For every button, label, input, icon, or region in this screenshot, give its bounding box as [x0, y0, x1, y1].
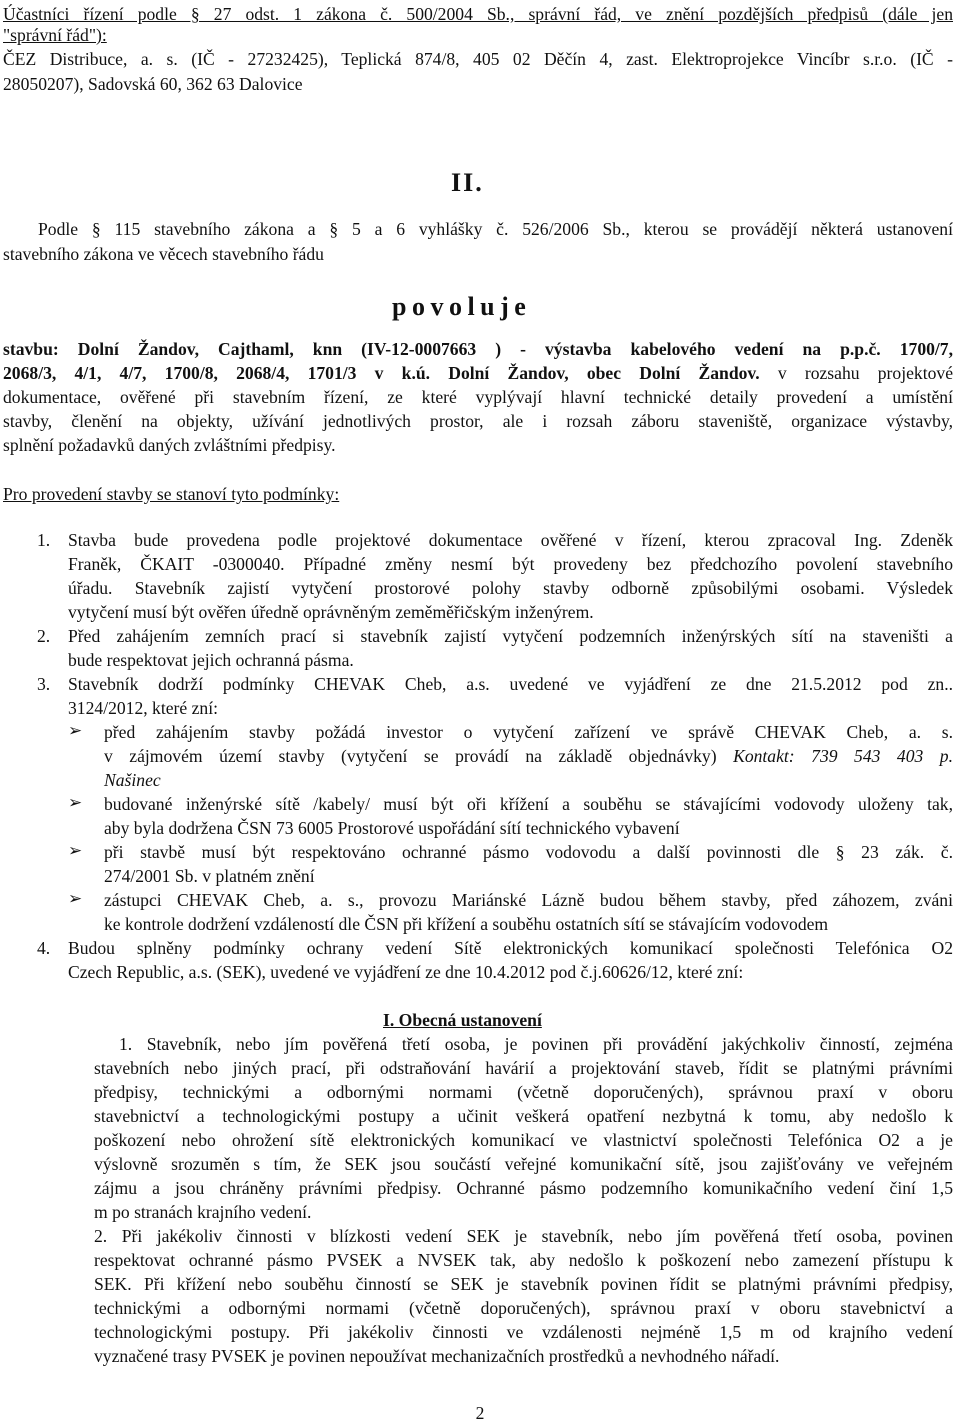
general-p2-line-4: technickými a odbornými normami (včetně doporučených), správnou praxí v oboru stavebnictví a [94, 1298, 953, 1318]
general-p1-line-8: m po stranách krajního vedení. [94, 1202, 312, 1222]
condition-4-line-1: Budou splněny podmínky ochrany vedení Sítě elektronických komunikací společnosti Telefónica O2 [68, 938, 953, 958]
general-p2-line-6: vyznačené trasy PVSEK je povinen nepoužívat mechanizačních prostředků a nevhodného nářadí. [94, 1346, 780, 1366]
general-p1-line-3: předpisy, technickými a odbornými normami (včetně doporučených), správnou praxí v oboru [94, 1082, 953, 1102]
general-p1-line-5: poškození nebo ohrožení sítě elektronických komunikací ve vlastnictví společnosti Telefónica O2 a je [94, 1130, 953, 1150]
decision-line-2 [3, 362, 953, 384]
condition-1-line-3: úřadu. Stavebník zajistí vytyčení prostorové polohy stavby odborně způsobilými osobami. Výsledek [68, 578, 953, 598]
decision-word: povoluje [392, 292, 532, 321]
chevak-bullet-3-line-2: 274/2001 Sb. v platném znění [104, 866, 315, 886]
condition-1-line-4: vytyčení musí být ověřen úředně oprávněným zeměměřičským inženýrem. [68, 602, 594, 622]
chevak-bullet-1-line-1: před zahájením stavby požádá investor o vytyčení zařízení ve správě CHEVAK Cheb, a. s. [104, 722, 953, 742]
condition-2-line-1: Před zahájením zemních prací si stavebník zajistí vytyčení podzemních inženýrských sítí na staveništi a [68, 626, 953, 646]
decision-line-1-text: stavbu: Dolní Žandov, Cajthaml, knn (IV-12-0007663 ) - výstavba kabelového vedení na p.p.č. 1700/7, [3, 339, 953, 359]
conditions-heading: Pro provedení stavby se stanoví tyto podmínky: [3, 484, 340, 504]
condition-4-line-2: Czech Republic, a.s. (SEK), uvedené ve vyjádření ze dne 10.4.2012 pod č.j.60626/12, které zní: [68, 962, 744, 982]
general-p1-line-1: 1. Stavebník, nebo jím pověřená třetí osoba, je povinen při provádění jakýchkoliv činností, zejména [119, 1034, 953, 1054]
condition-1-line-2: Franěk, ČKAIT -0300040. Případné změny nesmí být provedeny bez předchozího povolení stavebního [68, 554, 953, 574]
chevak-contact-name: Našinec [104, 770, 161, 790]
arrow-bullet-icon: ➢ [68, 841, 83, 861]
condition-1-line-1: Stavba bude provedena podle projektové dokumentace ověřené v řízení, kterou zpracoval Ing. Zdeněk [68, 530, 953, 550]
general-p1-line-6: výslovně srozuměn s tím, že SEK jsou součástí veřejné komunikační sítě, jsou zajišťovány ve veřejném [94, 1154, 953, 1174]
decision-line-5: splnění požadavků daných zvláštními předpisy. [3, 435, 336, 455]
chevak-bullet-1-line-2 [104, 745, 953, 767]
general-p2-line-2: respektovat ochranné pásmo PVSEK a NVSEK tak, aby nedošlo k poškození nebo zamezení přístupu k [94, 1250, 953, 1270]
decision-line-3: dokumentace, ověřené při stavebním řízení, ze které vyplývají hlavní technické detaily provedení a umístění [3, 387, 953, 407]
arrow-bullet-icon: ➢ [68, 793, 83, 813]
chevak-bullet-4-line-1: zástupci CHEVAK Cheb, a. s., provozu Mariánské Lázně budou během stavby, před záhozem, zváni [104, 890, 953, 910]
page-number: 2 [475, 1403, 485, 1423]
chevak-bullet-3-line-1: při stavbě musí být respektováno ochranné pásmo vodovodu a další povinnosti dle § 23 zák. č. [104, 842, 953, 862]
chevak-bullet-4-line-2: ke kontrole dodržení vzdáleností dle ČSN při křížení a souběhu ostatních sítí se stávajícím vodovodem [104, 914, 829, 934]
decision-line-1 [3, 338, 953, 360]
general-p2-line-5: technologickými postupy. Při jakékoliv činnosti ve vzdálenosti nejméně 1,5 m od krajního vedení [94, 1322, 953, 1342]
general-p2-line-3: SEK. Při křížení nebo souběhu činností se SEK je stavebník povinen řídit se platnými právními předpisy, [94, 1274, 953, 1294]
decision-line-2-rest: v rozsahu projektové [777, 363, 953, 383]
condition-4-number: 4. [37, 938, 51, 958]
general-p1-line-2: stavebních nebo jiných prací, při odstraňování havárií a projektování staveb, řídit se platnými právními [94, 1058, 953, 1078]
decision-line-2-bold: 2068/3, 4/1, 4/7, 1700/8, 2068/4, 1701/3 v k.ú. Dolní Žandov, obec Dolní Žandov. [3, 363, 760, 383]
condition-3-line-1: Stavebník dodrží podmínky CHEVAK Cheb, a.s. uvedené ve vyjádření ze dne 21.5.2012 pod zn.. [68, 674, 953, 694]
general-p1-line-4: stavebnictví a technologickými postupy a učinit veškerá opatření nezbytná k tomu, aby nedošlo k [94, 1106, 953, 1126]
decision-line-4: stavby, členění na objekty, užívání jednotlivých prostor, ale i rozsah záboru staveniště, organizace výstavby, [3, 411, 953, 431]
condition-3-number: 3. [37, 674, 51, 694]
section-ii-line-1: Podle § 115 stavebního zákona a § 5 a 6 vyhlášky č. 526/2006 Sb., kterou se provádějí některá ustanovení [38, 219, 953, 239]
participants-line-1: Účastníci řízení podle § 27 odst. 1 zákona č. 500/2004 Sb., správní řád, ve znění pozdějších předpisů (dále jen [3, 4, 953, 24]
condition-2-line-2: bude respektovat jejich ochranná pásma. [68, 650, 354, 670]
chevak-bullet-2-line-2: aby byla dodržena ČSN 73 6005 Prostorové uspořádání sítí technického vybavení [104, 818, 680, 838]
chevak-bullet-1-text: v zájmovém území stavby (vytyčení se provádí na základě objednávky) [104, 746, 734, 766]
section-heading-ii: II. [451, 168, 484, 197]
arrow-bullet-icon: ➢ [68, 889, 83, 909]
chevak-bullet-2-line-1: budované inženýrské sítě /kabely/ musí být oři křížení a souběhu se stávajícími vodovody uloženy tak, [104, 794, 953, 814]
arrow-bullet-icon: ➢ [68, 721, 83, 741]
general-p2-line-1: 2. Při jakékoliv činnosti v blízkosti vedení SEK je stavebník, nebo jím pověřená třetí osoba, povinen [94, 1226, 953, 1246]
condition-1-number: 1. [37, 530, 51, 550]
condition-3-line-2: 3124/2012, které zní: [68, 698, 219, 718]
participant-cez-line-2: 28050207), Sadovská 60, 362 63 Dalovice [3, 74, 303, 94]
participants-line-2: "správní řád"): [3, 25, 107, 45]
general-p1-line-7: zájmu a jsou chráněny právními předpisy. Ochranné pásmo podzemního komunikačního vedení činí 1,5 [94, 1178, 953, 1198]
condition-2-number: 2. [37, 626, 51, 646]
participant-cez-line: ČEZ Distribuce, a. s. (IČ - 27232425), Teplická 874/8, 405 02 Děčín 4, zast. Elektroprojekce Vincíbr s.r.o. (IČ - [3, 49, 953, 69]
chevak-contact: Kontakt: 739 543 403 p. [733, 746, 954, 766]
general-provisions-heading: I. Obecná ustanovení [383, 1010, 542, 1030]
section-ii-line-2: stavebního zákona ve věcech stavebního řádu [3, 244, 324, 264]
